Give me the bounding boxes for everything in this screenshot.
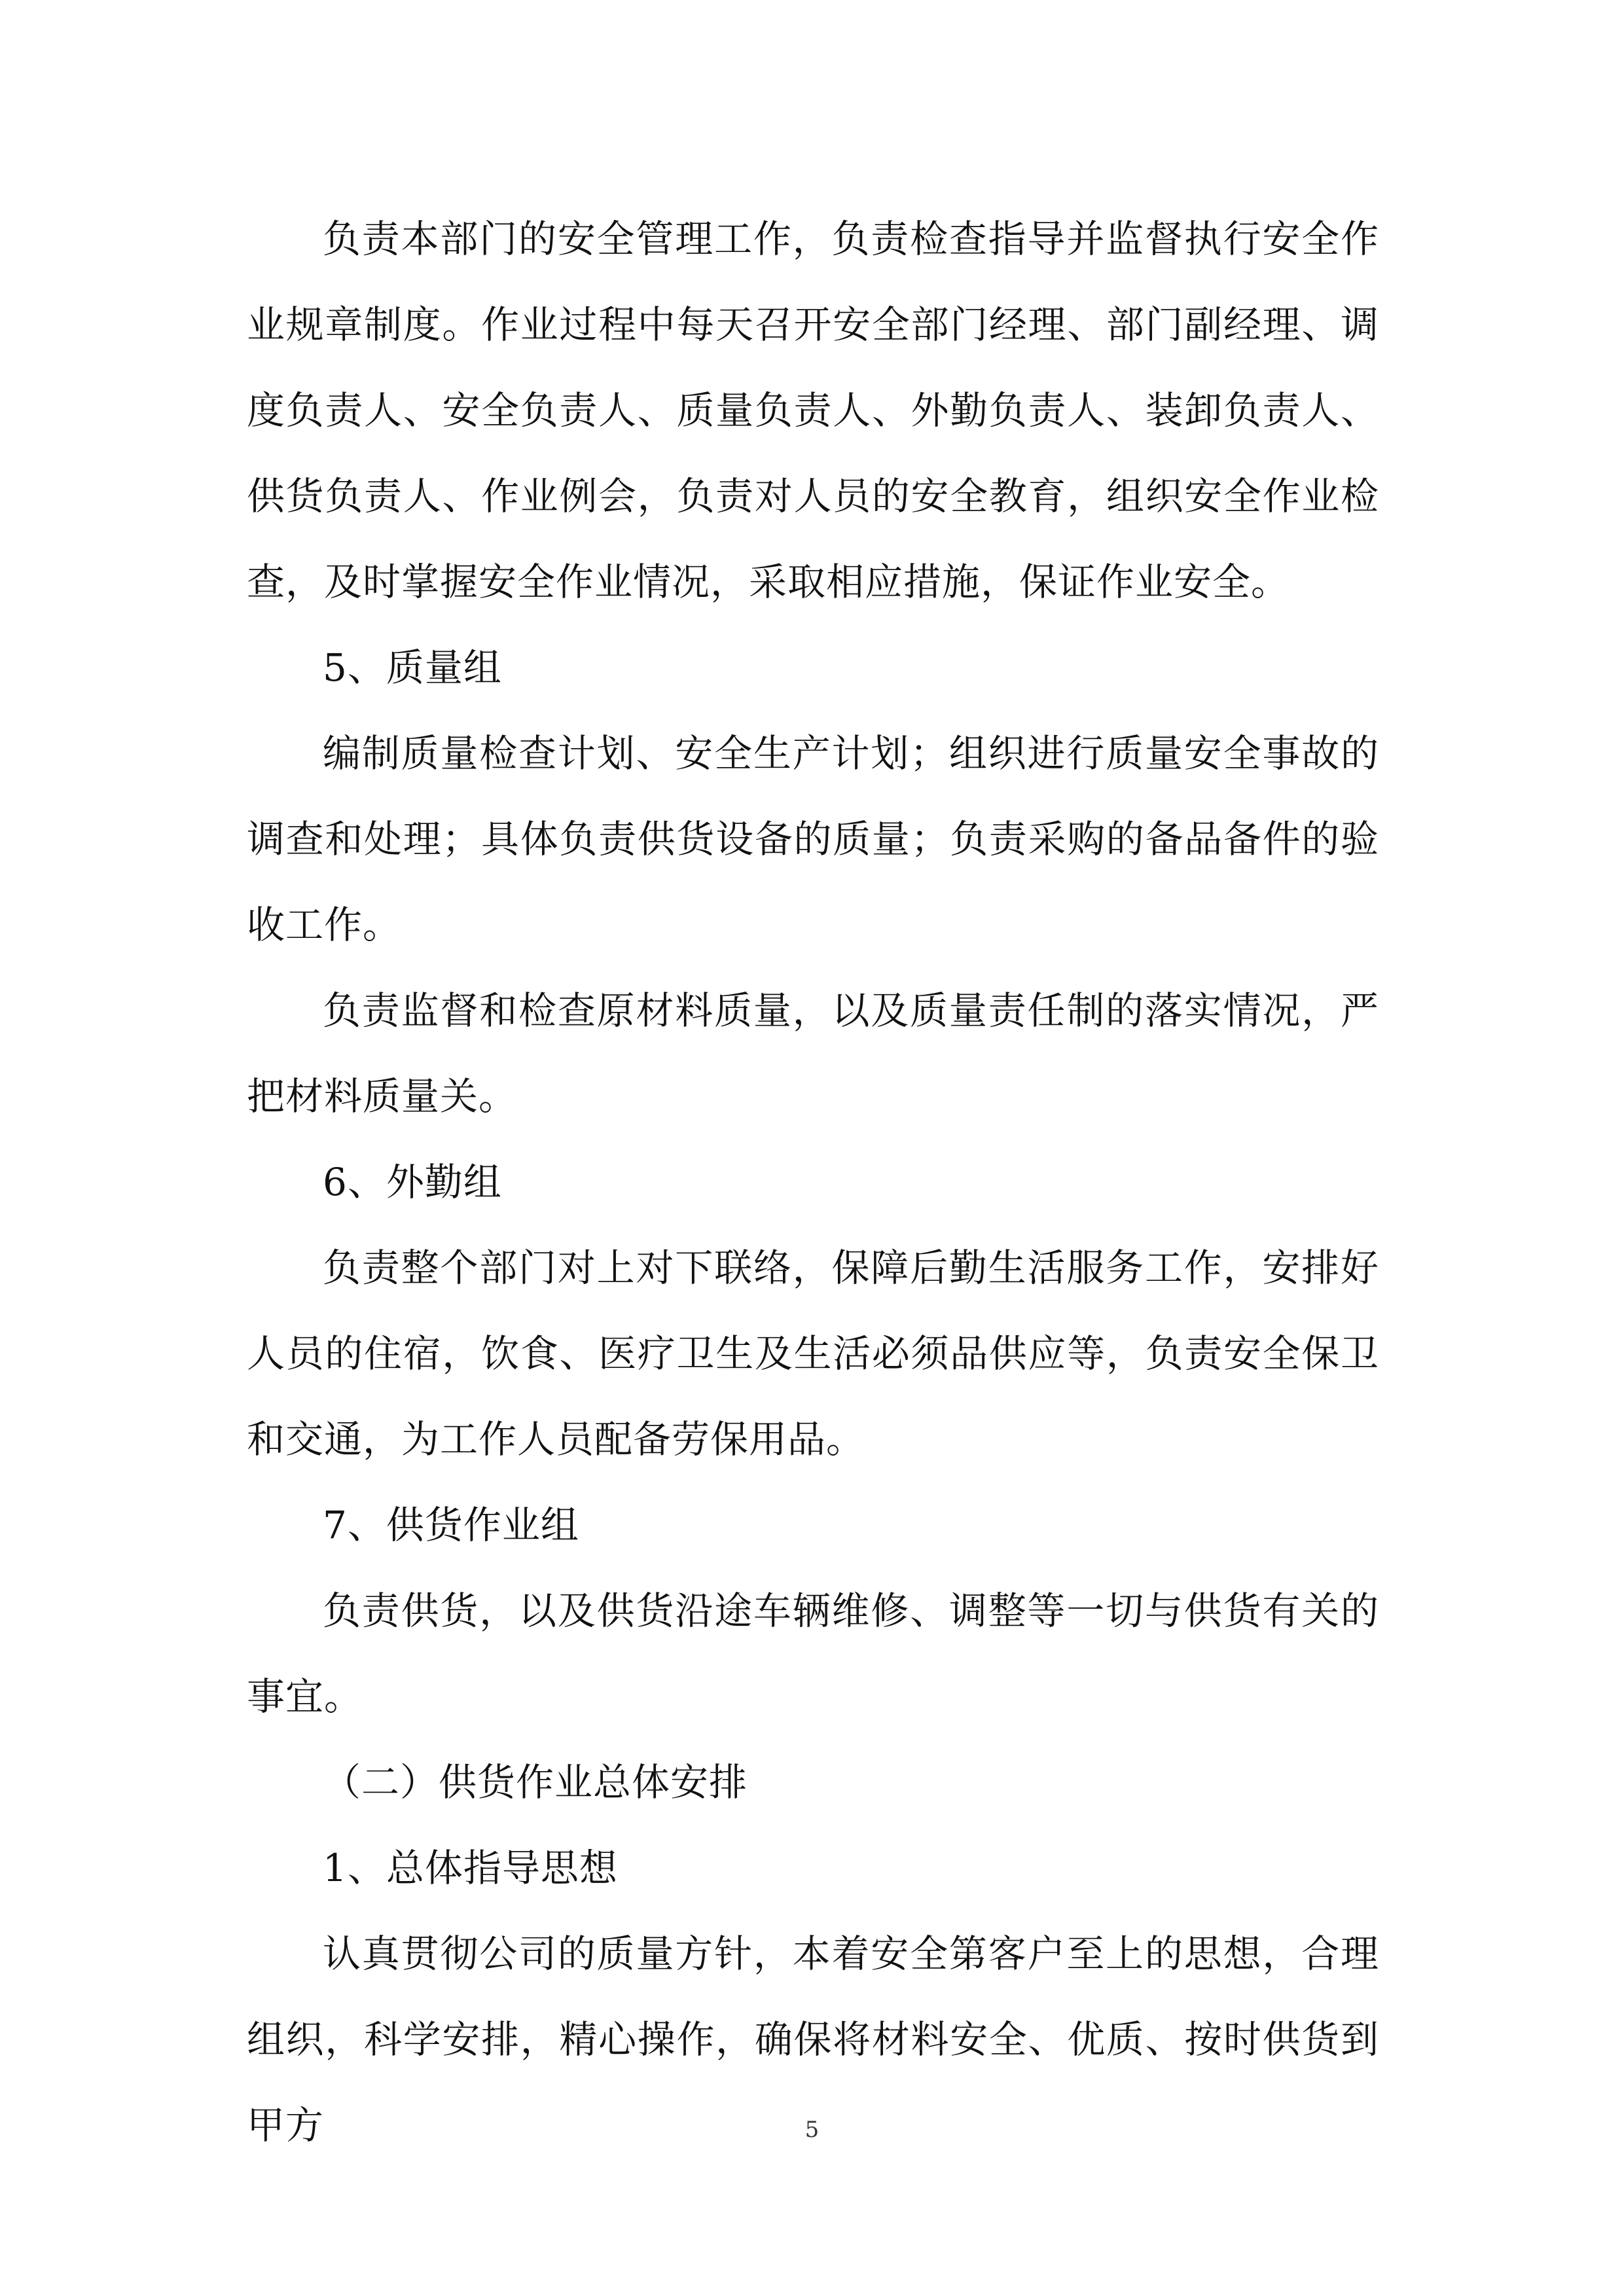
- paragraph-field-duties: 负责整个部门对上对下联络，保障后勤生活服务工作，安排好人员的住宿，饮食、医疗卫生及生活必须品供应等，负责安全保卫和交通，为工作人员配备劳保用品。: [247, 1246, 1379, 1462]
- document-page: [247, 196, 1379, 2168]
- paragraph-safety-duties: 负责本部门的安全管理工作，负责检查指导并监督执行安全作业规章制度。作业过程中每天召开安全部门经理、部门副经理、调度负责人、安全负责人、质量负责人、外勤负责人、装卸负责人、供货负责人、作业例会，负责对人员的安全教育，组织安全作业检查，及时掌握安全作业情况，采取相应措施，保证作业安全。: [247, 217, 1379, 604]
- paragraph-quality-plan: 编制质量检查计划、安全生产计划；组织进行质量安全事故的调查和处理；具体负责供货设备的质量；负责采购的备品备件的验收工作。: [247, 731, 1379, 947]
- heading-supply-group: 7、供货作业组: [323, 1503, 579, 1547]
- paragraph-quality-supervision: 负责监督和检查原材料质量，以及质量责任制的落实情况，严把材料质量关。: [247, 988, 1379, 1119]
- heading-quality-group: 5、质量组: [323, 645, 502, 690]
- heading-guiding-idea: 1、总体指导思想: [323, 1846, 618, 1890]
- paragraph-supply-duties: 负责供货，以及供货沿途车辆维修、调整等一切与供货有关的事宜。: [247, 1588, 1379, 1719]
- page-number: 5: [804, 2117, 820, 2143]
- heading-overall-arrangement: （二）供货作业总体安排: [323, 1760, 748, 1804]
- paragraph-guiding-idea: 认真贯彻公司的质量方针，本着安全第客户至上的思想，合理组织，科学安排，精心操作，确保将材料安全、优质、按时供货到甲方: [247, 1931, 1379, 2147]
- heading-field-group: 6、外勤组: [323, 1160, 502, 1204]
